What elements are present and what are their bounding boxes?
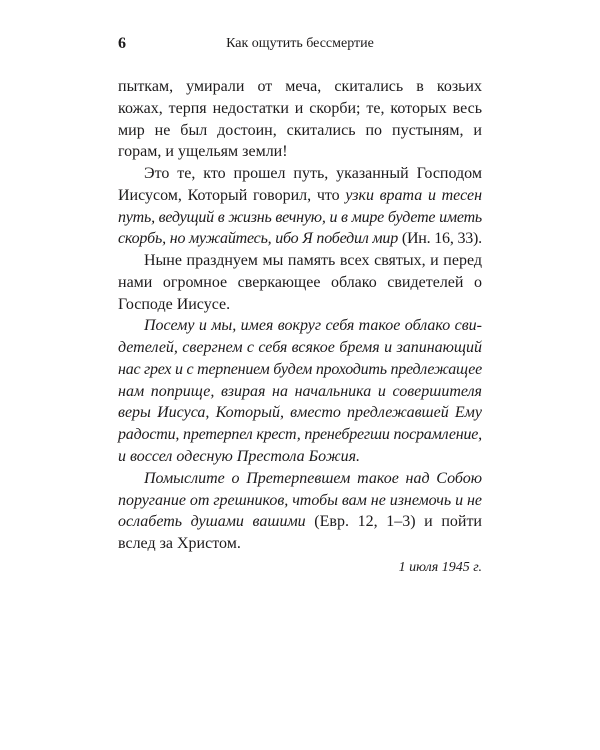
- paragraph-5: [118, 468, 482, 555]
- text-line: [118, 381, 482, 403]
- text-line: [118, 468, 482, 490]
- text-run: нами огромное сверкающее облако свидетелей о: [118, 273, 482, 291]
- text-line: [118, 272, 482, 294]
- text-line: [118, 446, 482, 468]
- text-line: [118, 359, 482, 381]
- text-line: [118, 228, 482, 250]
- italic-quote-run: нам поприще, взирая на начальника и совершителя: [118, 382, 482, 400]
- italic-quote-run: нас грех и с терпением будем проходить предлежащее: [118, 360, 482, 378]
- running-head: [118, 34, 482, 54]
- text-line: [118, 511, 482, 533]
- italic-quote-run: узки врата и тесен: [345, 186, 483, 204]
- italic-quote-run: поругание от грешников, чтобы вам не изнемочь и не: [118, 491, 482, 509]
- text-run: горам, и ущельям земли!: [118, 143, 288, 161]
- text-line: [118, 250, 482, 272]
- italic-quote-run: Посему и мы, имея вокруг себя такое облако сви-: [144, 317, 482, 335]
- text-line: [118, 207, 482, 229]
- running-title: Как ощутить бессмертие: [226, 36, 374, 51]
- text-run: Иисусом, Который говорил, что: [118, 186, 346, 204]
- text-line: [118, 337, 482, 359]
- text-line: [118, 98, 482, 120]
- text-line: [118, 185, 482, 207]
- text-run: пыткам, умирали от меча, скитались в козьих: [118, 78, 482, 95]
- scripture-reference: (Евр. 12, 1–3) и пойти: [305, 513, 482, 531]
- paragraph-2: [118, 163, 482, 250]
- text-line: [118, 490, 482, 512]
- paragraph-3: [118, 250, 482, 315]
- italic-quote-run: веры Иисуса, Который, вместо предлежавшей Ему: [118, 404, 482, 422]
- dateline: 1 июля 1945 г.: [398, 559, 482, 575]
- text-run: мир не был достоин, скитались по пустыням, и: [118, 121, 482, 139]
- text-line: [118, 294, 482, 316]
- text-run: Это те, кто прошел путь, указанный Господом: [144, 165, 482, 183]
- italic-quote-run: радости, претерпел крест, пренебрегши посрамление,: [118, 426, 482, 444]
- text-line: [118, 315, 482, 337]
- italic-quote-run: Помыслите о Претерпевшем такое над Собою: [144, 469, 482, 487]
- paragraph-1: [118, 76, 482, 163]
- text-line: [118, 424, 482, 446]
- text-line: [118, 141, 482, 163]
- text-run: Ныне празднуем мы память всех святых, и перед: [144, 252, 482, 270]
- text-line: [118, 533, 482, 555]
- text-line: [118, 120, 482, 142]
- text-run: Господе Иисусе.: [118, 295, 231, 313]
- text-line: [118, 402, 482, 424]
- italic-quote-run: путь, ведущий в жизнь вечную, и в мире будете иметь: [118, 208, 482, 226]
- text-run: кожах, терпя недостатки и скорби; те, которых весь: [118, 99, 482, 117]
- body-text: [118, 76, 482, 579]
- text-run: вслед за Христом.: [118, 535, 241, 553]
- scripture-reference: (Ин. 16, 33).: [398, 230, 482, 248]
- paragraph-4-quotation: [118, 315, 482, 467]
- italic-quote-run: и воссел одесную Престола Божия.: [118, 448, 361, 466]
- italic-quote-run: детелей, свергнем с себя всякое бремя и запинающий: [118, 339, 482, 357]
- italic-quote-run: ослабеть душами вашими: [118, 513, 306, 531]
- italic-quote-run: скорбь, но мужайтесь, ибо Я победил мир: [118, 230, 399, 248]
- page-number: 6: [118, 35, 126, 52]
- text-line: [118, 76, 482, 98]
- text-line: [118, 163, 482, 185]
